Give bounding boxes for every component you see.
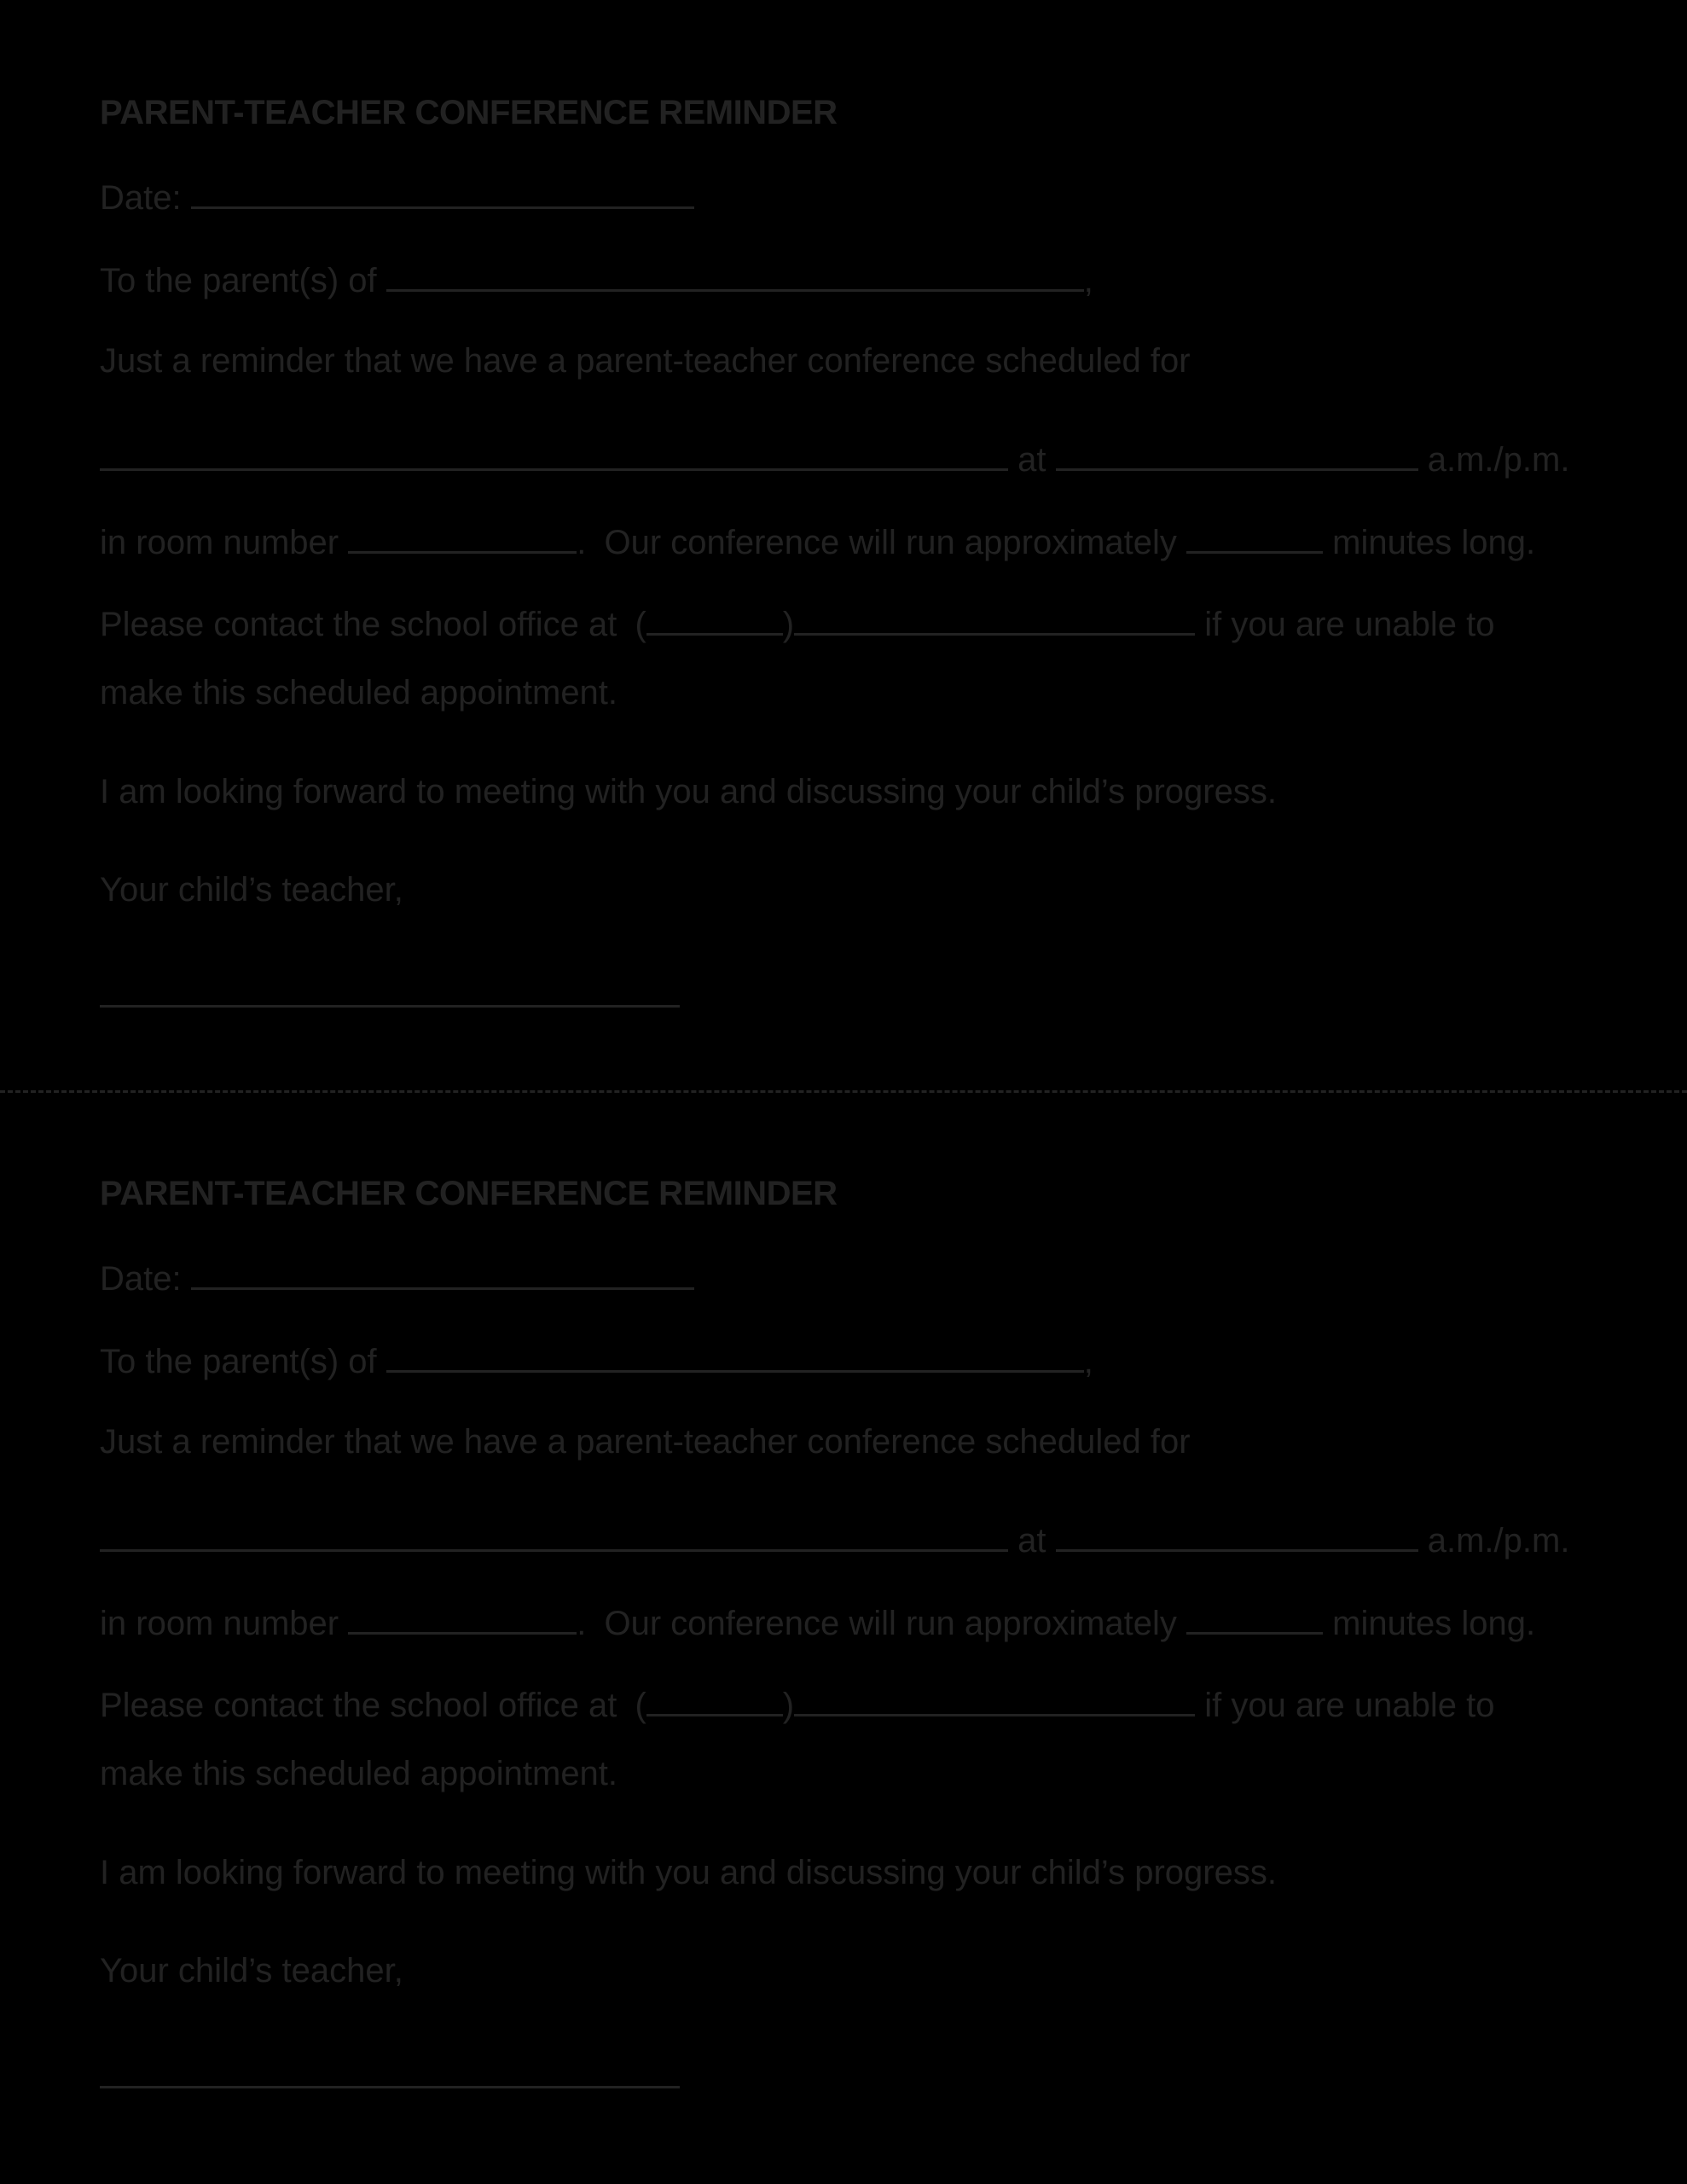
recipient-label: To the parent(s) of [100,262,377,299]
date-field[interactable] [191,1258,694,1290]
recipient-row [100,1341,1093,1379]
duration-field[interactable] [1186,1603,1323,1635]
student-name-field[interactable] [386,260,1084,292]
duration-text: Our conference will run approximately [604,524,1177,561]
room-number-field[interactable] [348,1603,577,1635]
date-label: Date: [100,179,182,217]
form-title: PARENT-TEACHER CONFERENCE REMINDER [100,1175,838,1212]
conference-time-field[interactable] [1056,1520,1418,1552]
room-period: . [577,524,587,561]
contact-label: Please contact the school office at [100,606,617,643]
closing-text: Your child’s teacher, [100,1952,403,1989]
room-row [100,1603,1535,1641]
contact-label: Please contact the school office at [100,1687,617,1724]
unable-text: if you are unable to [1204,1687,1495,1724]
reminder-text: Just a reminder that we have a parent-teacher conference scheduled for [100,1423,1191,1461]
conference-date-field[interactable] [100,439,1008,471]
recipient-comma: , [1083,262,1093,299]
closing-text: Your child’s teacher, [100,871,403,909]
duration-field[interactable] [1186,522,1323,554]
recipient-row [100,260,1093,298]
phone-number-field[interactable] [794,1685,1195,1716]
looking-forward-text: I am looking forward to meeting with you and discussing your child’s progress. [100,773,1277,810]
area-code-field[interactable] [646,1685,783,1716]
at-label: at [1017,441,1046,479]
teacher-signature-field[interactable] [100,1005,680,1008]
at-label: at [1017,1522,1046,1560]
ampm-label: a.m./p.m. [1427,1522,1570,1560]
conference-date-field[interactable] [100,1520,1008,1552]
minutes-label: minutes long. [1332,1605,1536,1642]
form-title: PARENT-TEACHER CONFERENCE REMINDER [100,94,838,131]
room-row [100,522,1535,560]
duration-text: Our conference will run approximately [604,1605,1177,1642]
cut-line-divider [0,1090,1687,1093]
area-code-field[interactable] [646,604,783,636]
recipient-comma: , [1083,1343,1093,1380]
paren-close: ) [782,1687,795,1724]
conference-time-field[interactable] [1056,439,1418,471]
student-name-field[interactable] [386,1341,1084,1373]
date-label: Date: [100,1260,182,1298]
date-field[interactable] [191,177,694,209]
looking-forward-text: I am looking forward to meeting with you and discussing your child’s progress. [100,1854,1277,1891]
unable-text: if you are unable to [1204,606,1495,643]
minutes-label: minutes long. [1332,524,1536,561]
appointment-text: make this scheduled appointment. [100,674,618,712]
date-row [100,1258,694,1296]
paren-open: ( [635,606,646,643]
appointment-text: make this scheduled appointment. [100,1755,618,1792]
contact-row [100,1685,1494,1722]
paren-open: ( [635,1687,646,1724]
reminder-text: Just a reminder that we have a parent-teacher conference scheduled for [100,342,1191,380]
room-label: in room number [100,1605,339,1642]
recipient-label: To the parent(s) of [100,1343,377,1380]
room-number-field[interactable] [348,522,577,554]
phone-number-field[interactable] [794,604,1195,636]
room-period: . [577,1605,587,1642]
date-row [100,177,694,215]
contact-row [100,604,1494,642]
paren-close: ) [782,606,795,643]
ampm-label: a.m./p.m. [1427,441,1570,479]
schedule-row [100,1520,1569,1558]
room-label: in room number [100,524,339,561]
schedule-row [100,439,1569,477]
teacher-signature-field[interactable] [100,2086,680,2088]
